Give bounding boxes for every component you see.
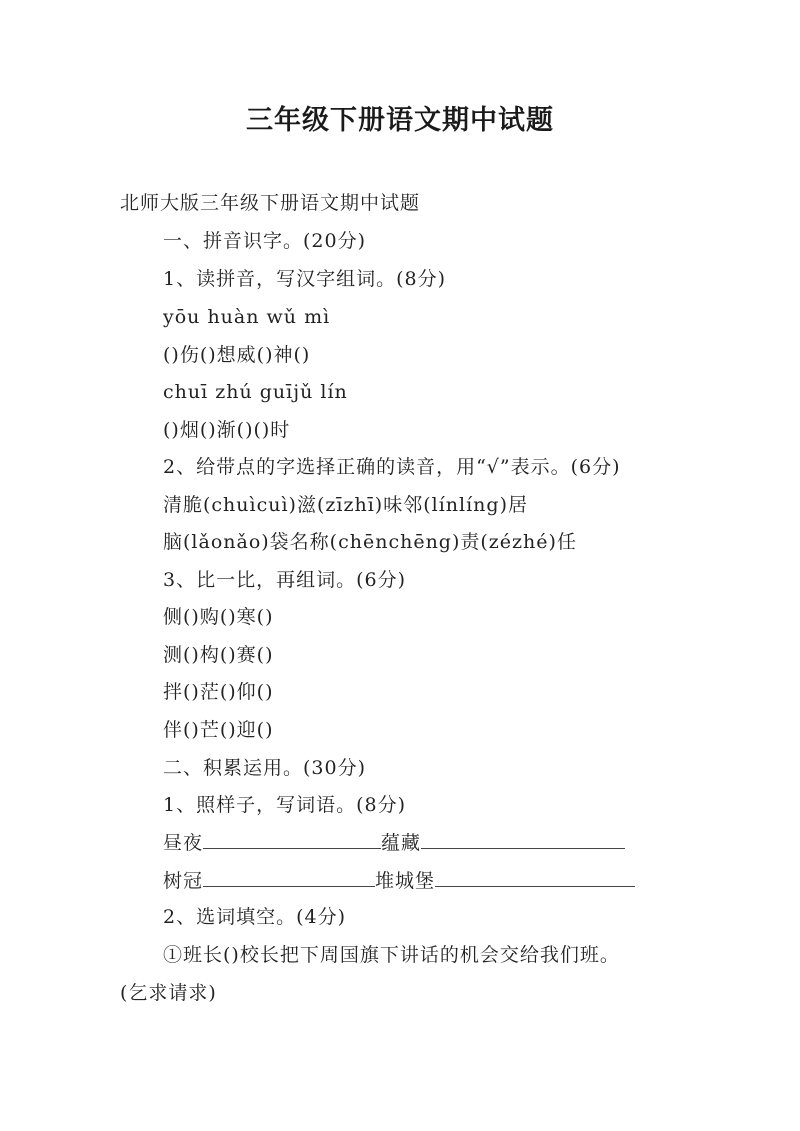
question-heading: 2、给带点的字选择正确的读音，用“√”表示。(6分) (163, 456, 621, 478)
example-word: 堆城堡 (375, 870, 436, 892)
word-choices: (乞求请求) (120, 982, 217, 1004)
answer-blank[interactable] (421, 830, 625, 849)
word-pair-row (163, 868, 635, 893)
compare-line: 侧()购()寒() (163, 606, 274, 628)
fill-blank-line: ()烟()渐()()时 (163, 419, 291, 441)
question-heading: 2、选词填空。(4分) (163, 906, 347, 928)
answer-blank[interactable] (203, 830, 381, 849)
sentence-line: ①班长()校长把下周国旗下讲话的机会交给我们班。 (163, 944, 620, 966)
fill-blank-line: ()伤()想威()神() (163, 344, 311, 366)
pronunciation-line: 脑(lǎonǎo)袋名称(chēnchēng)责(zézhé)任 (163, 531, 577, 553)
pinyin-line: chuī zhú guījǔ lín (163, 381, 348, 403)
question-heading: 3、比一比，再组词。(6分) (163, 569, 407, 591)
question-heading: 1、读拼音，写汉字组词。(8分) (163, 268, 447, 290)
answer-blank[interactable] (435, 868, 635, 887)
word-pair-row (163, 830, 625, 855)
section-heading: 一、拼音识字。(20分) (163, 230, 367, 252)
compare-line: 测()构()赛() (163, 644, 274, 666)
section-heading: 二、积累运用。(30分) (163, 757, 367, 779)
example-word: 昼夜 (163, 832, 204, 854)
compare-line: 伴()芒()迎() (163, 719, 274, 741)
example-word: 树冠 (163, 870, 204, 892)
compare-line: 拌()茫()仰() (163, 681, 274, 703)
answer-blank[interactable] (203, 868, 375, 887)
page-title: 三年级下册语文期中试题 (246, 105, 554, 136)
example-word: 蕴藏 (381, 832, 422, 854)
question-heading: 1、照样子，写词语。(8分) (163, 794, 407, 816)
pronunciation-line: 清脆(chuìcuì)滋(zīzhī)味邻(línlíng)居 (163, 494, 528, 516)
pinyin-line: yōu huàn wǔ mì (163, 306, 331, 328)
document-subtitle: 北师大版三年级下册语文期中试题 (120, 192, 421, 214)
